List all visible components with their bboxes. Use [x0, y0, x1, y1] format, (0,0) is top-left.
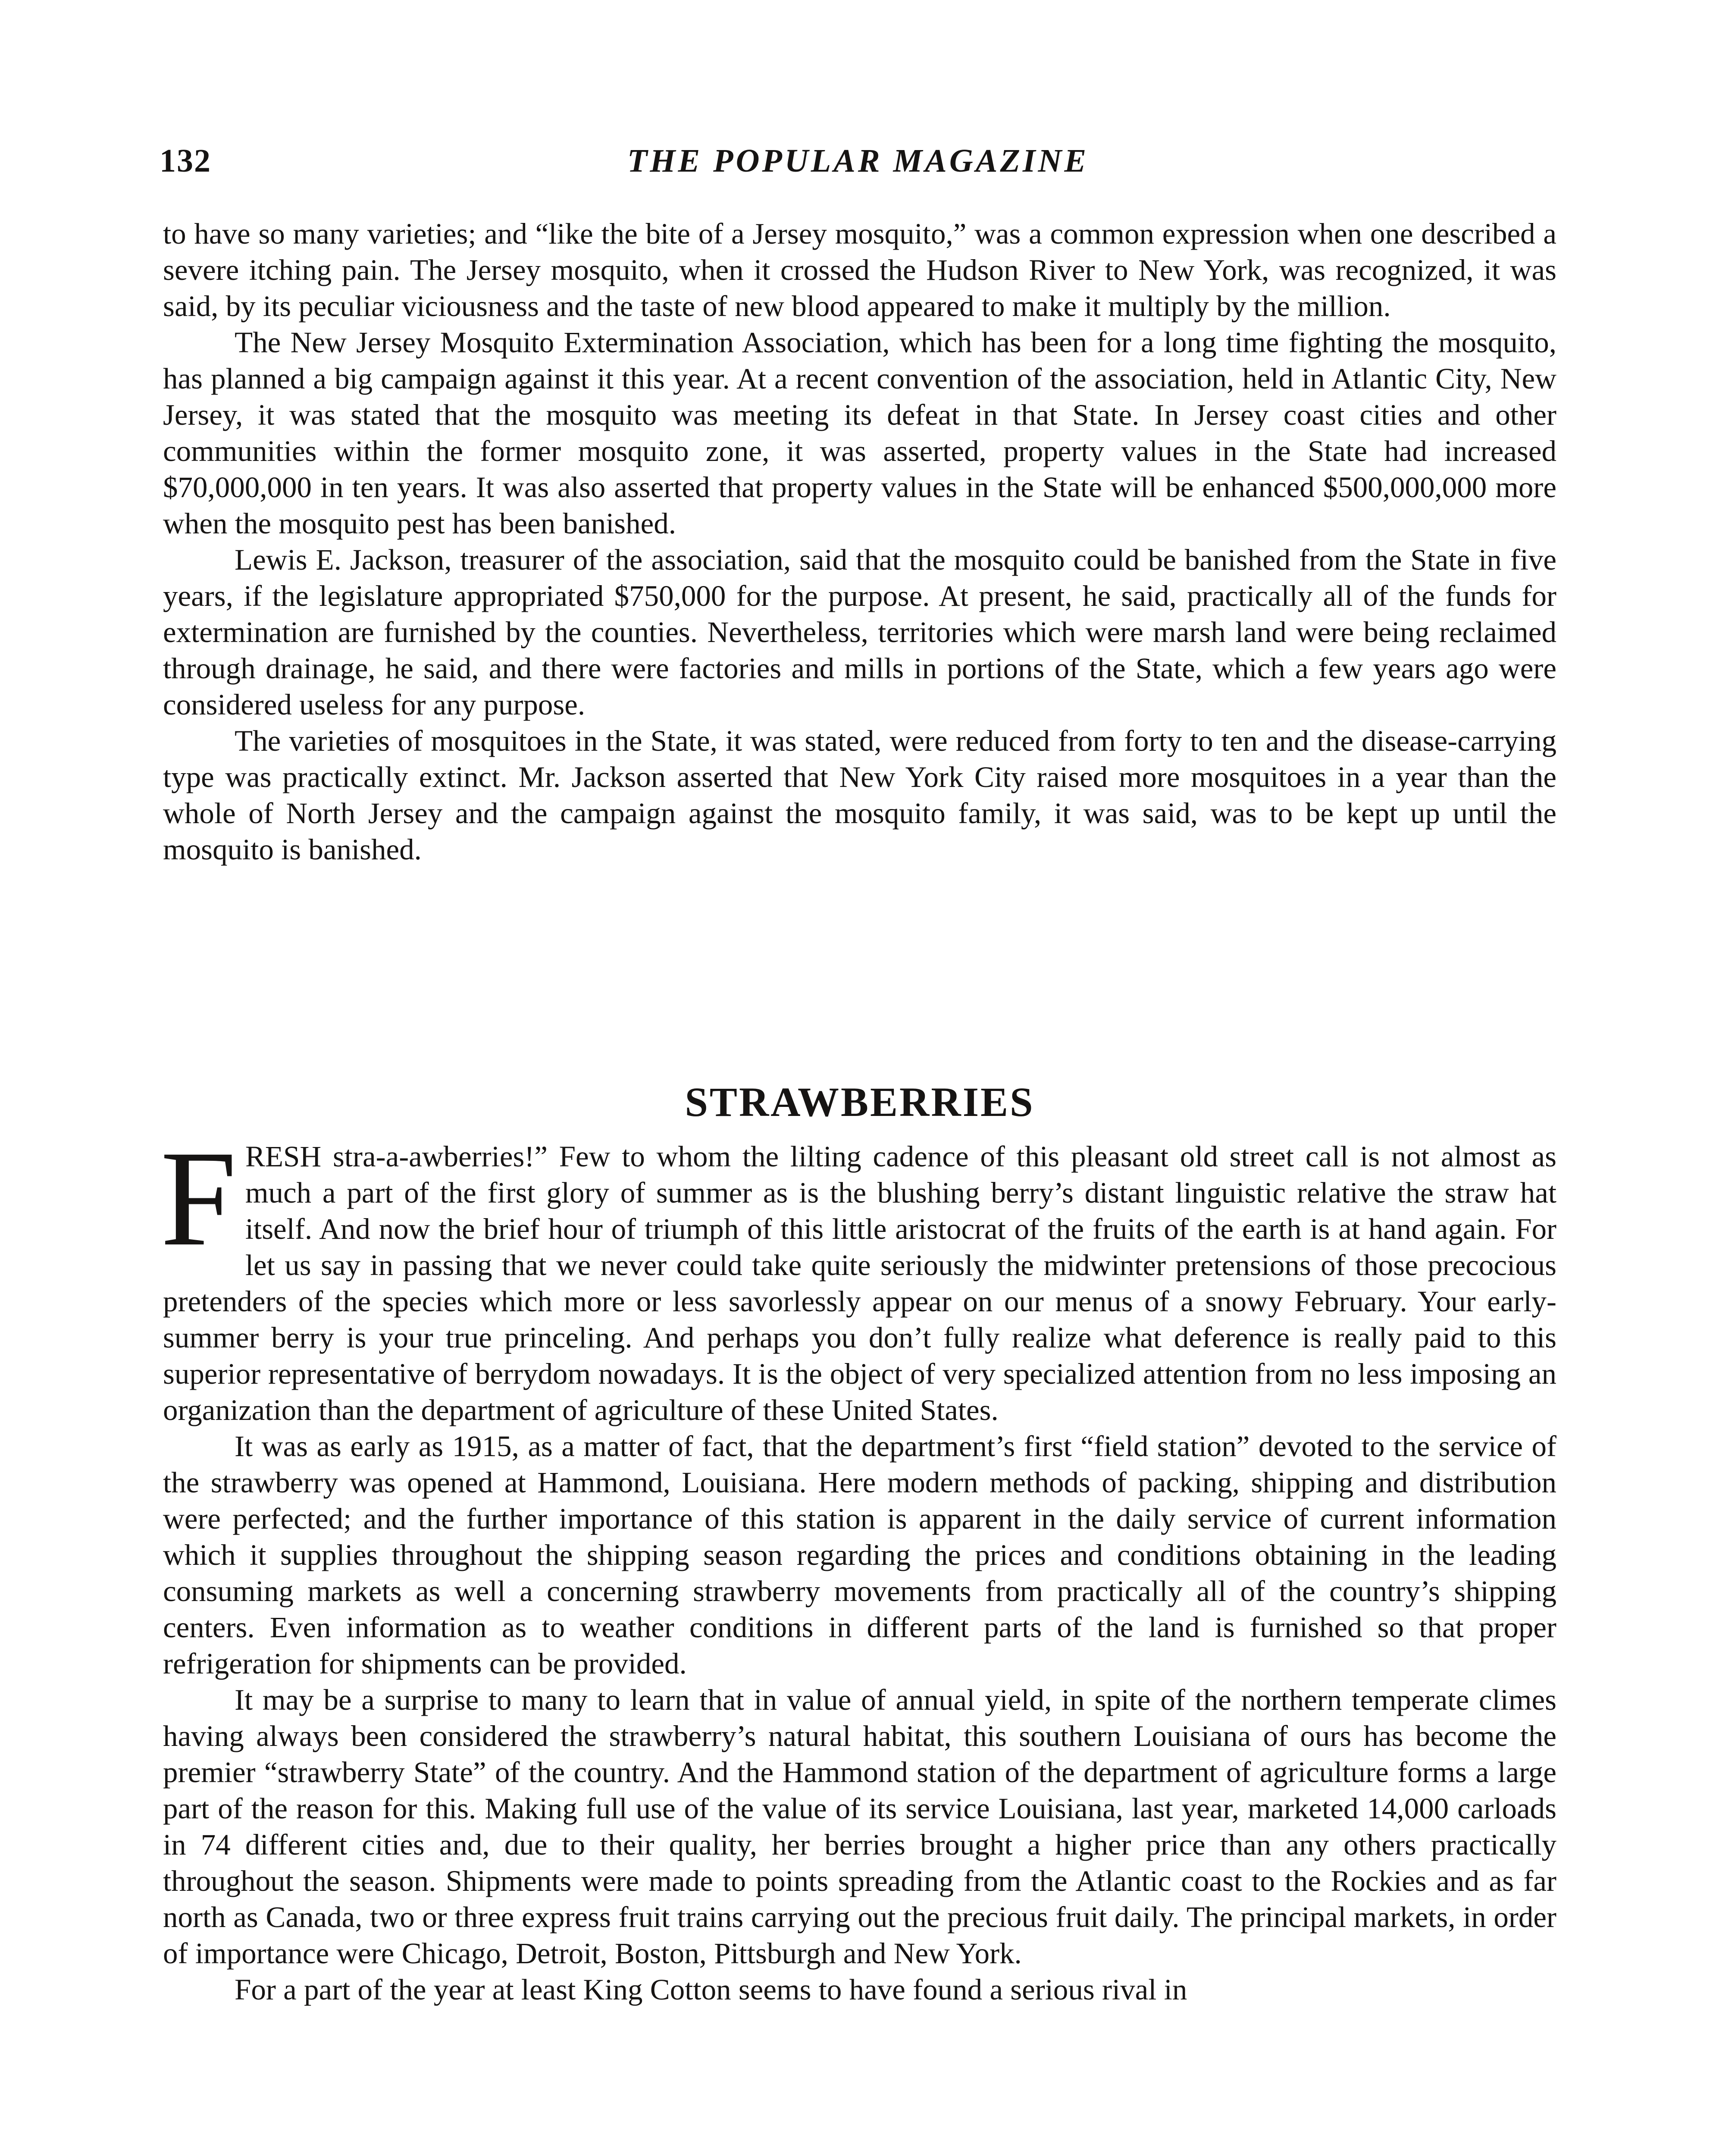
- magazine-title: THE POPULAR MAGAZINE: [627, 143, 1089, 179]
- running-head: [160, 142, 1556, 190]
- strawberries-article: [160, 1122, 1556, 2008]
- page-number: 132: [160, 143, 211, 179]
- strawberries-lead-paragraph: [160, 1122, 1556, 1428]
- mosquito-paragraph-3: Lewis E. Jackson, treasurer of the association, said that the mosquito could be banished from the State in five years, if the legislature appropriated $750,000 for the purpose. At present, he said, practically all of the funds for extermination are furnished by the counties. Nevertheless, territories which were marsh land were being reclaimed through drainage, he said, and there were factories and mills in portions of the State, which a few years ago were considered useless for any purpose.: [163, 543, 1556, 721]
- strawberries-paragraph-3: It may be a surprise to many to learn that in value of annual yield, in spite of the northern temperate climes having always been considered the strawberry’s natural habitat, this southern Louisiana of ours has become the premier “strawberry State” of the country. And the Hammond station of the department of agriculture forms a large part of the reason for this. Making full use of the value of its service Louisiana, last year, marketed 14,000 carloads in 74 different cities and, due to their quality, her berries brought a higher price than any others practically throughout the season. Shipments were made to points spreading from the Atlantic coast to the Rockies and as far north as Canada, two or three express fruit trains carrying out the precious fruit daily. The principal markets, in order of importance were Chicago, Detroit, Boston, Pittsburgh and New York.: [163, 1683, 1556, 1970]
- strawberries-paragraph-2: It was as early as 1915, as a matter of fact, that the department’s first “field station” devoted to the service of the strawberry was opened at Hammond, Louisiana. Here modern methods of packing, shipping and distribution were perfected; and the further importance of this station is apparent in the daily service of current information which it supplies throughout the shipping season regarding the prices and conditions obtaining in the leading consuming markets as well a concerning strawberry movements from practically all of the country’s shipping centers. Even information as to weather conditions in different parts of the land is furnished so that proper refrigeration for shipments can be provided.: [163, 1430, 1556, 1680]
- mosquito-paragraph-2: The New Jersey Mosquito Extermination Association, which has been for a long time fighting the mosquito, has planned a big campaign against it this year. At a recent convention of the association, held in Atlantic City, New Jersey, it was stated that the mosquito was meeting its defeat in that State. In Jersey coast cities and other communities within the former mosquito zone, it was asserted, property values in the State had increased $70,000,000 in ten years. It was also asserted that property values in the State will be enhanced $500,000,000 more when the mosquito pest has been banished.: [163, 326, 1556, 540]
- mosquito-paragraph-4: The varieties of mosquitoes in the State, it was stated, were reduced from forty to ten and the disease-carrying type was practically extinct. Mr. Jackson asserted that New York City raised more mosquitoes in a year than the whole of North Jersey and the campaign against the mosquito family, it was said, was to be kept up until the mosquito is banished.: [163, 724, 1556, 866]
- section-heading-strawberries: STRAWBERRIES: [685, 1079, 1035, 1125]
- mosquito-paragraph-1: to have so many varieties; and “like the bite of a Jersey mosquito,” was a common expression when one described a severe itching pain. The Jersey mosquito, when it crossed the Hudson River to New York, was recognized, it was said, by its peculiar viciousness and the taste of new blood appeared to make it multiply by the million.: [163, 217, 1556, 323]
- mosquito-article: [163, 216, 1556, 868]
- strawberries-paragraph-4: For a part of the year at least King Cotton seems to have found a serious rival in: [235, 1973, 1187, 2006]
- strawberries-lead-text: RESH stra-a-awberries!” Few to whom the lilting cadence of this pleasant old street call is not almost as much a part of the first glory of summer as is the blushing berry’s distant linguistic relative the straw hat itself. And now the brief hour of triumph of this little aristocrat of the fruits of the earth is at hand again. For let us say in passing that we never could take quite seriously the midwinter pretensions of those precocious pretenders of the species which more or less savorlessly appear on our menus of a snowy February. Your early-summer berry is your true princeling. And perhaps you don’t fully realize what deference is really paid to this superior representative of berrydom nowadays. It is the object of very specialized attention from no less imposing an organization than the department of agriculture of these United States.: [163, 1140, 1556, 1426]
- drop-cap-letter: F: [160, 1122, 237, 1274]
